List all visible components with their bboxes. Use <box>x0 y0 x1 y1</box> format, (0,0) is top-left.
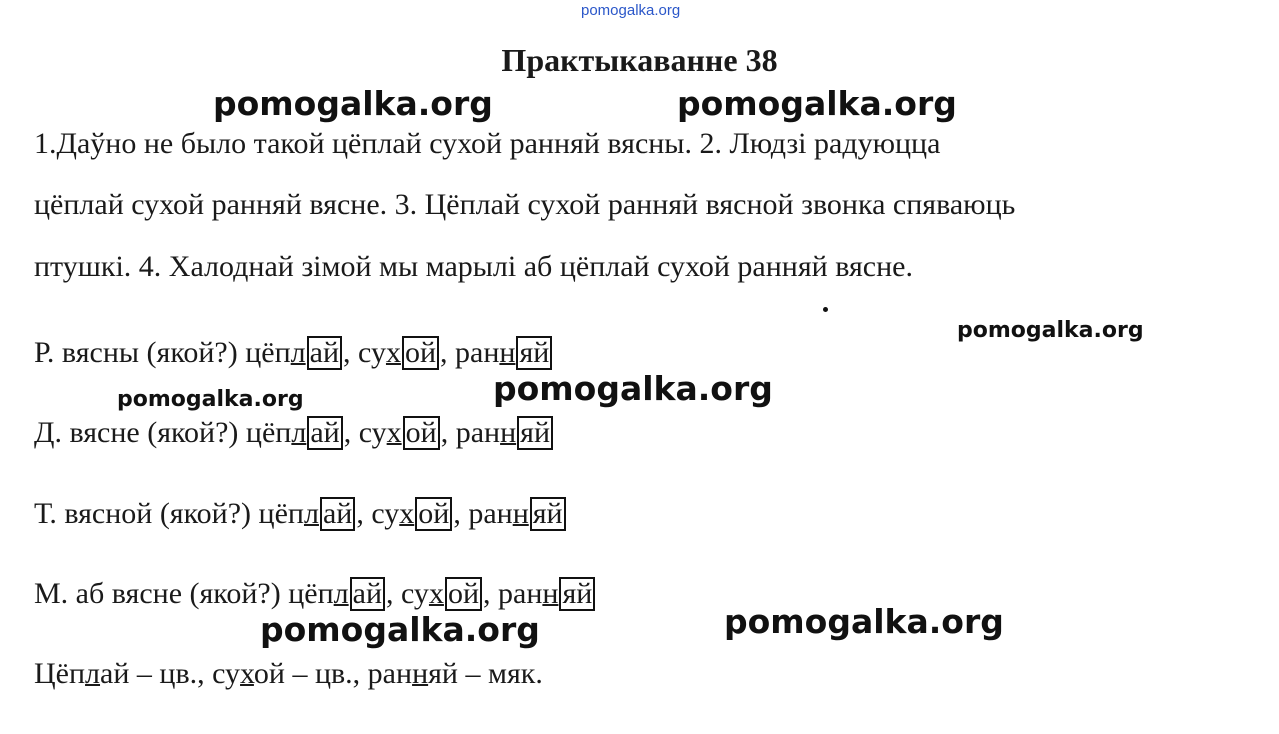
word-stem: су <box>358 416 387 449</box>
paragraph-line: 1.Даўно не было такой цёплай сухой ранняй вясны. 2. Людзі радуюцца <box>34 127 941 160</box>
underlined-letter: х <box>240 657 254 690</box>
underlined-letter: х <box>386 416 402 449</box>
paragraph-line: цёплай сухой ранняй вясне. 3. Цёплай сухой ранняй вясной звонка спяваюць <box>34 188 1016 221</box>
watermark: pomogalka.org <box>493 369 773 408</box>
summary-text: яй – мяк. <box>428 657 543 690</box>
ending-box: ай <box>307 416 342 450</box>
word-stem: су <box>371 497 400 530</box>
case-line-dative <box>34 416 554 450</box>
word-stem: ран <box>455 416 501 449</box>
underlined-letter: н <box>500 416 517 449</box>
underlined-letter: л <box>291 416 307 449</box>
summary-line <box>34 657 543 691</box>
ending-box: ой <box>403 416 440 450</box>
word-stem: цёп <box>245 336 291 369</box>
ending-box: ай <box>320 497 355 531</box>
summary-text: ай – цв., су <box>100 657 241 690</box>
case-line-locative <box>34 577 596 611</box>
underlined-letter: н <box>499 336 516 369</box>
word-stem: цёп <box>258 497 304 530</box>
ending-box: ай <box>307 336 342 370</box>
ending-box: ой <box>415 497 452 531</box>
word-stem: ран <box>498 577 543 610</box>
case-prefix: Р. вясны (якой?) <box>34 336 246 369</box>
watermark: pomogalka.org <box>957 318 1144 343</box>
separator: , <box>343 336 359 369</box>
separator: , <box>483 577 498 610</box>
ending-box: яй <box>516 336 552 370</box>
separator: , <box>386 577 402 610</box>
summary-text: Цёп <box>34 657 86 690</box>
page-title: Практыкаванне 38 <box>501 42 778 78</box>
word-stem: цёп <box>288 577 334 610</box>
case-prefix: Т. вясной (якой?) <box>34 497 259 530</box>
word-stem: су <box>401 577 429 610</box>
separator: , <box>440 416 456 449</box>
word-stem: ран <box>455 336 500 369</box>
underlined-letter: х <box>399 497 415 530</box>
underlined-letter: х <box>385 336 401 369</box>
underlined-letter: н <box>512 497 529 530</box>
word-stem: цёп <box>245 416 292 449</box>
top-watermark: pomogalka.org <box>581 2 681 19</box>
ending-box: яй <box>530 497 566 531</box>
underlined-letter: л <box>333 577 349 610</box>
case-line-instrumental <box>34 497 567 531</box>
ending-box: яй <box>559 577 595 611</box>
underlined-letter: н <box>542 577 559 610</box>
summary-text: ой – цв., ран <box>253 657 413 690</box>
underlined-letter: л <box>290 336 306 369</box>
separator: , <box>356 497 372 530</box>
case-line-genitive <box>34 336 553 370</box>
underlined-letter: х <box>428 577 444 610</box>
watermark: pomogalka.org <box>213 84 493 123</box>
underlined-letter: л <box>303 497 319 530</box>
case-prefix: М. аб вясне (якой?) <box>34 577 289 610</box>
ending-box: яй <box>517 416 553 450</box>
underlined-letter: л <box>85 657 101 690</box>
watermark: pomogalka.org <box>677 84 957 123</box>
stray-dot <box>823 307 828 312</box>
watermark: pomogalka.org <box>260 610 540 649</box>
separator: , <box>440 336 456 369</box>
watermark: pomogalka.org <box>117 387 304 412</box>
ending-box: ой <box>445 577 482 611</box>
ending-box: ай <box>350 577 385 611</box>
separator: , <box>453 497 469 530</box>
word-stem: су <box>358 336 386 369</box>
underlined-letter: н <box>412 657 429 690</box>
ending-box: ой <box>402 336 439 370</box>
watermark: pomogalka.org <box>724 602 1004 641</box>
word-stem: ран <box>468 497 513 530</box>
case-prefix: Д. вясне (якой?) <box>34 416 246 449</box>
separator: , <box>343 416 359 449</box>
paragraph-line: птушкі. 4. Халоднай зімой мы марылі аб цёплай сухой ранняй вясне. <box>34 250 913 283</box>
